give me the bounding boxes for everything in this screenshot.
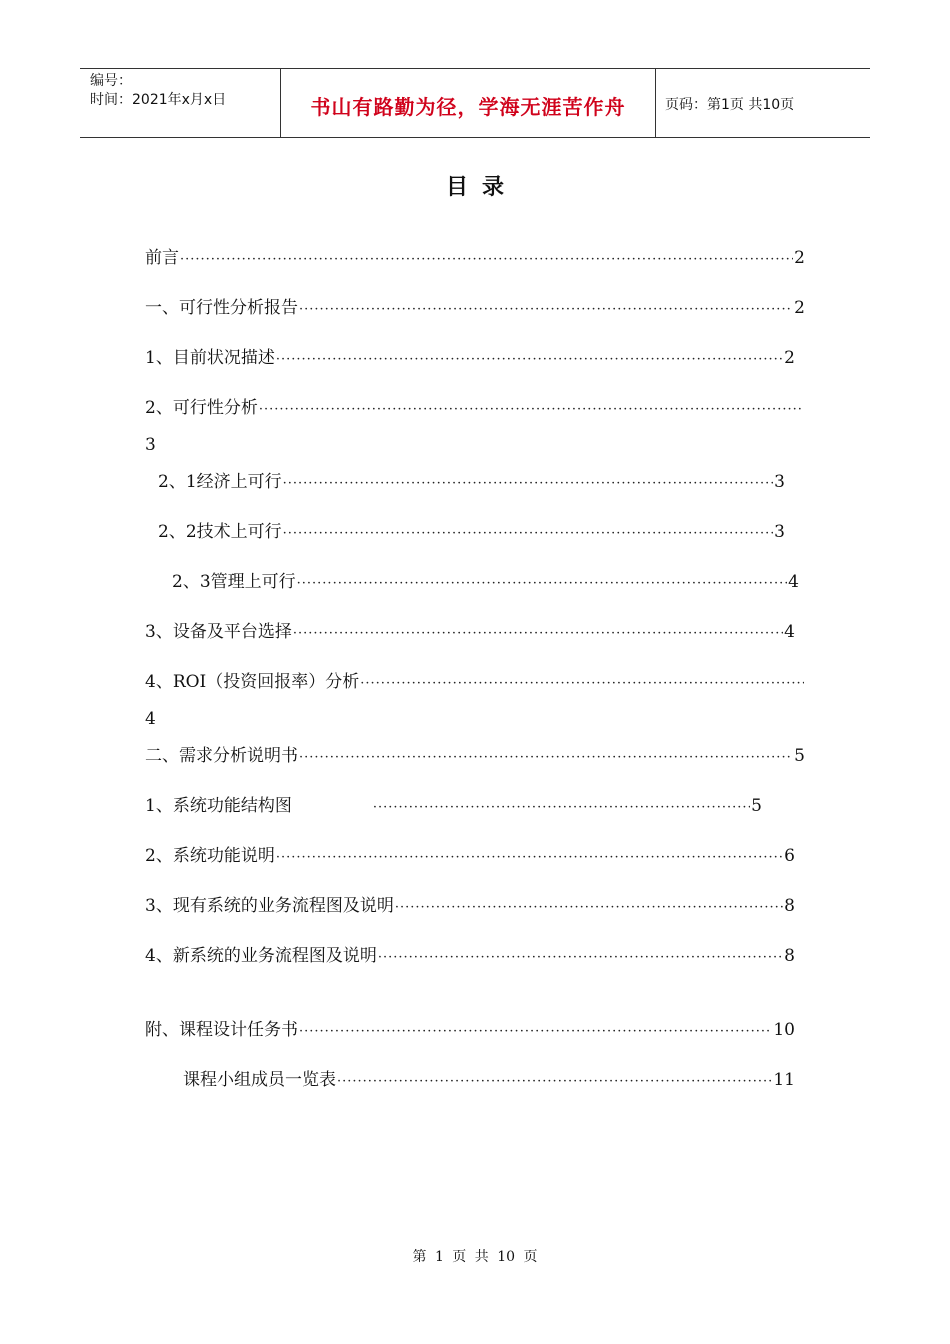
toc-entry-page: 3 bbox=[774, 522, 785, 542]
page-footer: 第 1 页 共 10 页 bbox=[412, 1249, 538, 1265]
toc-entry-label: 1、目前状况描述 bbox=[145, 348, 275, 368]
toc-entry-label: 一、可行性分析报告 bbox=[145, 298, 298, 318]
toc-entry-label: 2、1经济上可行 bbox=[158, 472, 282, 492]
toc-entry-page: 4 bbox=[784, 622, 795, 642]
toc-leader-dots bbox=[299, 298, 793, 322]
toc-leader-dots bbox=[276, 348, 783, 372]
toc-leader-dots bbox=[378, 946, 783, 970]
toc-leader-dots bbox=[180, 248, 793, 272]
toc-entry-page: 3 bbox=[145, 435, 156, 455]
toc-leader-dots bbox=[337, 1070, 772, 1094]
toc-entry-management[interactable] bbox=[172, 570, 799, 594]
toc-entry-label: 2、2技术上可行 bbox=[158, 522, 282, 542]
toc-leader-dots bbox=[293, 622, 783, 646]
toc-entry-page: 11 bbox=[773, 1070, 795, 1090]
toc-leader-dots bbox=[395, 896, 783, 920]
toc-leader-dots bbox=[360, 672, 804, 696]
toc-entry-economic[interactable] bbox=[158, 470, 785, 494]
toc-entry-function-description[interactable] bbox=[145, 844, 795, 868]
toc-entry-label: 课程小组成员一览表 bbox=[183, 1070, 336, 1090]
header-page-info: 页码：第1页 共10页 bbox=[665, 97, 795, 113]
header-meta-cell bbox=[80, 69, 280, 137]
toc-entry-page: 2 bbox=[784, 348, 795, 368]
toc-entry-new-flow[interactable] bbox=[145, 944, 795, 968]
toc-leader-dots bbox=[299, 746, 793, 770]
toc-leader-dots bbox=[297, 572, 788, 596]
toc-entry-current-status[interactable] bbox=[145, 346, 795, 370]
toc-entry-roi[interactable] bbox=[145, 670, 805, 694]
toc-entry-label: 1、系统功能结构图 bbox=[145, 796, 292, 816]
page-title: 目录 bbox=[445, 174, 518, 200]
toc-entry-label: 3、设备及平台选择 bbox=[145, 622, 292, 642]
header-motto: 书山有路勤为径，学海无涯苦作舟 bbox=[310, 95, 626, 119]
toc-entry-appendix-task[interactable] bbox=[145, 1018, 795, 1042]
header-page-cell bbox=[655, 69, 870, 137]
toc-entry-page: 10 bbox=[773, 1020, 795, 1040]
toc-entry-label: 二、需求分析说明书 bbox=[145, 746, 298, 766]
toc-entry-page: 2 bbox=[794, 248, 805, 268]
toc-entry-page: 5 bbox=[751, 796, 762, 816]
toc-entry-page: 8 bbox=[784, 946, 795, 966]
toc-entry-function-structure[interactable] bbox=[145, 794, 762, 818]
toc-entry-label: 2、可行性分析 bbox=[145, 398, 258, 418]
toc-entry-members[interactable] bbox=[183, 1068, 795, 1092]
toc-leader-dots bbox=[373, 796, 750, 820]
toc-entry-page: 3 bbox=[774, 472, 785, 492]
toc-entry-equipment[interactable] bbox=[145, 620, 795, 644]
toc-leader-dots bbox=[259, 398, 804, 422]
toc-entry-page: 6 bbox=[784, 846, 795, 866]
toc-entry-page: 2 bbox=[794, 298, 805, 318]
header-motto-cell bbox=[280, 69, 656, 137]
toc-entry-label: 前言 bbox=[145, 248, 179, 268]
toc-entry-label: 附、课程设计任务书 bbox=[145, 1020, 298, 1040]
toc-entry-label: 4、新系统的业务流程图及说明 bbox=[145, 946, 377, 966]
toc-leader-dots bbox=[299, 1020, 772, 1044]
toc-entry-feasibility-report[interactable] bbox=[145, 296, 805, 320]
toc-entry-page: 5 bbox=[794, 746, 805, 766]
toc-entry-label: 3、现有系统的业务流程图及说明 bbox=[145, 896, 394, 916]
toc-entry-preface[interactable] bbox=[145, 246, 805, 270]
toc-entry-feasibility-analysis[interactable] bbox=[145, 396, 805, 420]
toc-leader-dots bbox=[283, 472, 774, 496]
document-number-label: 编号： bbox=[90, 73, 132, 89]
toc-entry-page: 8 bbox=[784, 896, 795, 916]
toc-entry-page: 4 bbox=[145, 709, 156, 729]
toc-leader-dots bbox=[283, 522, 774, 546]
document-header bbox=[80, 68, 870, 138]
toc-entry-label: 2、系统功能说明 bbox=[145, 846, 275, 866]
document-time-label: 时间：2021年x月x日 bbox=[90, 92, 227, 108]
toc-entry-requirements[interactable] bbox=[145, 744, 805, 768]
toc-entry-page: 4 bbox=[788, 572, 799, 592]
toc-entry-technical[interactable] bbox=[158, 520, 785, 544]
toc-leader-dots bbox=[276, 846, 783, 870]
toc-entry-label: 2、3管理上可行 bbox=[172, 572, 296, 592]
toc-entry-current-flow[interactable] bbox=[145, 894, 795, 918]
toc-entry-label: 4、ROI（投资回报率）分析 bbox=[145, 672, 360, 692]
